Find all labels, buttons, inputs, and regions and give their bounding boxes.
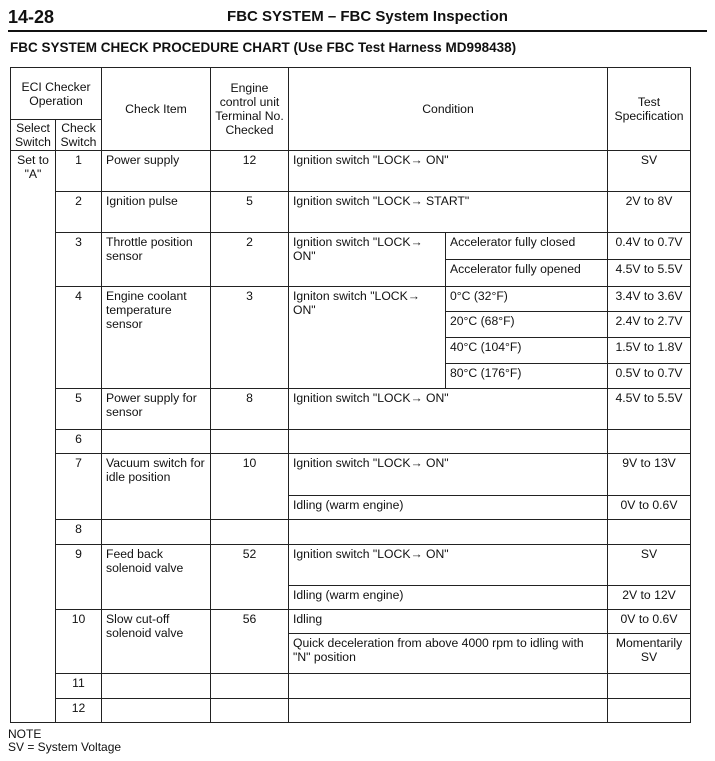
table-row: 10 Slow cut-off solenoid valve 56 Idling 0V to 0.6V	[11, 610, 691, 634]
note-text: SV = System Voltage	[8, 740, 122, 754]
footnote	[8, 728, 121, 754]
table-row: 7 Vacuum switch for idle position 10 Ignition switch "LOCK→ ON" 9V to 13V	[11, 454, 691, 496]
table-row: Set to "A" 1 Power supply 12 Ignition switch "LOCK→ ON" SV	[11, 151, 691, 192]
test-spec-header: Test Specification	[608, 68, 691, 151]
select-switch-header: Select Switch	[11, 120, 56, 151]
eci-checker-header: ECI Checker Operation	[11, 68, 102, 120]
table-row: 4 Engine coolant temperature sensor 3 Igniton switch "LOCK→ ON" 0°C (32°F) 3.4V to 3.6V	[11, 287, 691, 312]
check-procedure-table: ECI Checker Operation Check Item Engine control unit Terminal No. Checked Condition Test Specification Select Switch Check Switch Set to "A" 1 Power supply 12 Ignition switch "LOCK→ ON" SV 2 Ignition pulse 5 Ignition switch "LOCK→ START" 2V to 8V 3 Throttle position sensor 2 Ignition switch "LOCK→ ON" Accelerator fully closed 0.4V to 0.7V Accelerator fully opened 4.5V to 5.5V 4 Engine coolant temperature sensor 3 Igniton switch "LOCK→ ON" 0°C (32°F) 3.4V to 3.6V 20°C (68°F) 2.4V to 2.7V 40°C (104°F) 1.5V to 1.8V 80°C (176°F) 0.5V to 0.7V 5 Power supply for sensor 8 Ignition switch "LOCK→ ON" 4.5V to 5.5V 6 7 Vacuum switch for idle position 10 Ignition switch "LOCK→ ON" 9V to 13V Idling (warm engine) 0V to 0.6V 8 9 Feed back solenoid valve 52 Ignition switch "LOCK→ ON" SV Idling (warm engine) 2V to 12V 10 Slow cut-off solenoid valve 56 Idling 0V to 0.6V Quick deceleration from above 4000 rpm to idling with "N" position Momentarily SV 11 12	[10, 67, 691, 723]
page-header	[8, 4, 707, 32]
check-switch-header: Check Switch	[56, 120, 102, 151]
table-row: 8	[11, 520, 691, 545]
terminal-header: Engine control unit Terminal No. Checked	[211, 68, 289, 151]
page-number: 14-28	[8, 7, 55, 27]
check-item-header: Check Item	[102, 68, 211, 151]
table-header-row	[11, 68, 691, 120]
table-row: 9 Feed back solenoid valve 52 Ignition switch "LOCK→ ON" SV	[11, 545, 691, 586]
table-row: 11	[11, 674, 691, 699]
table-row: 12	[11, 699, 691, 723]
condition-header: Condition	[289, 68, 608, 151]
section-title: FBC SYSTEM – FBC System Inspection	[227, 8, 508, 25]
table-row: 6	[11, 430, 691, 454]
select-switch-value: Set to "A"	[11, 151, 56, 723]
note-label: NOTE	[8, 727, 42, 741]
table-row: 2 Ignition pulse 5 Ignition switch "LOCK→ START" 2V to 8V	[11, 192, 691, 233]
table-row: 3 Throttle position sensor 2 Ignition switch "LOCK→ ON" Accelerator fully closed 0.4V to 0.7V	[11, 233, 691, 260]
chart-title: FBC SYSTEM CHECK PROCEDURE CHART (Use FBC Test Harness MD998438)	[10, 40, 517, 55]
table-row: 5 Power supply for sensor 8 Ignition switch "LOCK→ ON" 4.5V to 5.5V	[11, 389, 691, 430]
